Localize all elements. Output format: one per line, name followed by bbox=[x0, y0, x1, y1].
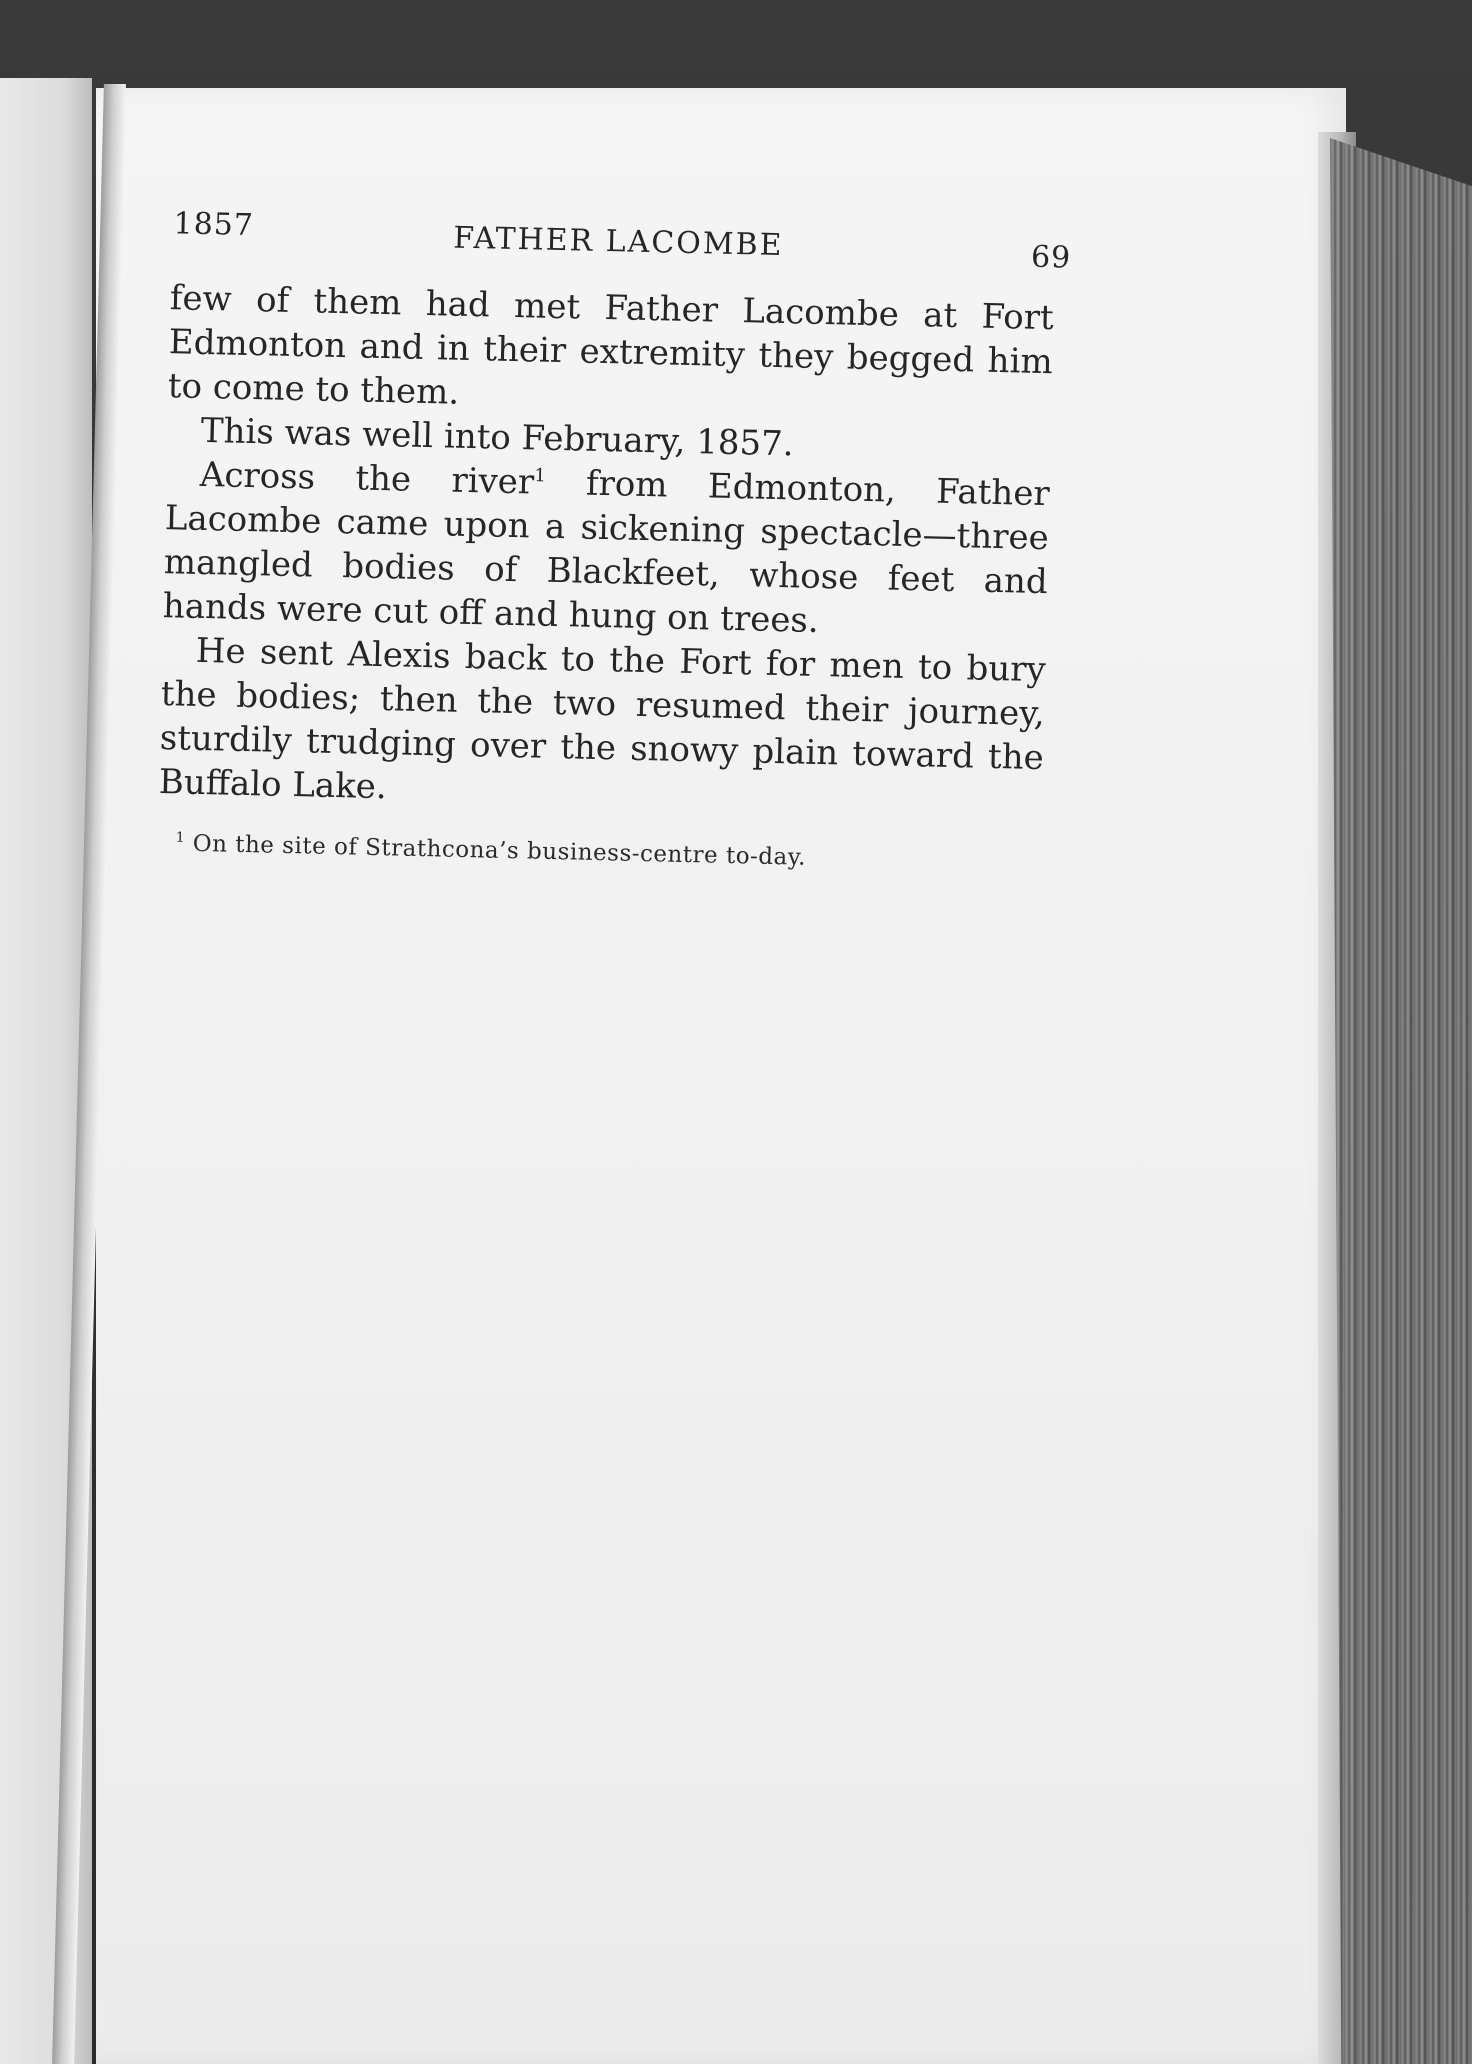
book-fore-edge bbox=[1330, 138, 1472, 2064]
footnote-marker: 1 bbox=[175, 829, 186, 846]
header-year: 1857 bbox=[173, 206, 255, 244]
body-text bbox=[150, 276, 1062, 824]
paragraph-text: from Edmonton, Father Lacombe came upon a sickening spectacle—three mangled bodies of Blackfeet, whose feet and hands were cut off and hung on trees. bbox=[162, 462, 1051, 641]
footnote-text: On the site of Strathcona’s business-centre to-day. bbox=[192, 830, 807, 871]
header-title: FATHER LACOMBE bbox=[452, 220, 784, 264]
paragraph: He sent Alexis back to the Fort for men to bury the bodies; then the two resumed their journey, sturdily trudging over the snowy plain toward the Buffalo Lake. bbox=[158, 630, 1047, 808]
paragraph bbox=[162, 452, 1050, 648]
footnote-reference: 1 bbox=[534, 465, 547, 487]
paragraph: This was well into February, 1857. bbox=[200, 410, 794, 465]
paragraph-text: Across the river bbox=[199, 454, 535, 503]
paragraph: few of them had met Father Lacombe at Fort Edmonton and in their extremity they begged him to come to them. bbox=[167, 278, 1055, 413]
page-text bbox=[149, 206, 1072, 876]
page-number: 69 bbox=[1030, 239, 1072, 276]
